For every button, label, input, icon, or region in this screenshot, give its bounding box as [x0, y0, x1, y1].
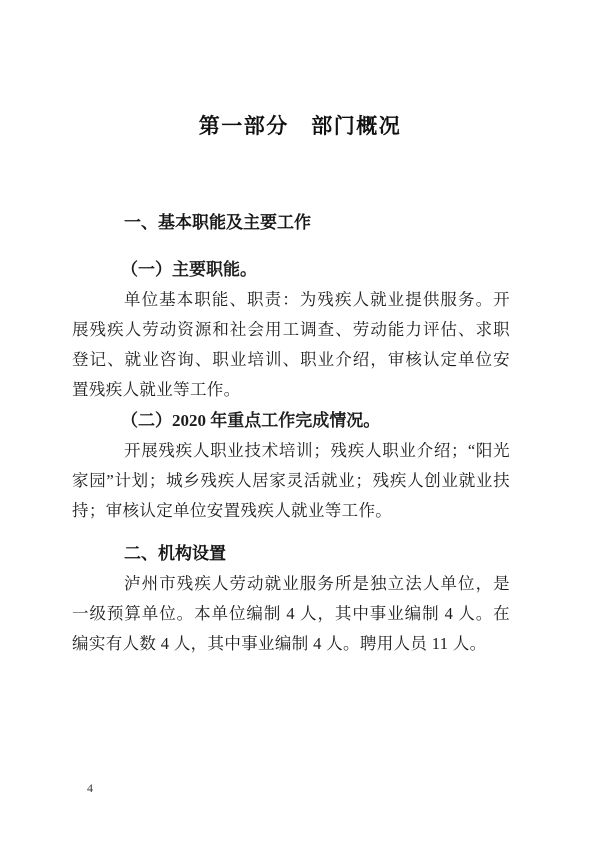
- paragraph-2020-key-work: 开展残疾人职业技术培训；残疾人职业介绍；“阳光家园”计划；城乡残疾人居家灵活就业；残疾人创业就业扶持；审核认定单位安置残疾人就业等工作。: [72, 441, 510, 520]
- subheading-main-functions: （一）主要职能。: [121, 260, 257, 279]
- document-body: [72, 208, 510, 659]
- paragraph-organization: 泸州市残疾人劳动就业服务所是独立法人单位，是一级预算单位。本单位编制 4 人，其中事业编制 4 人。在编实有人数 4 人，其中事业编制 4 人。聘用人员 11 人。: [72, 574, 510, 653]
- section-heading-organization: 二、机构设置: [124, 544, 226, 563]
- section-heading-basic-functions: 一、基本职能及主要工作: [124, 213, 311, 232]
- page-number: 4: [87, 781, 93, 795]
- document-title: 第一部分 部门概况: [198, 115, 402, 138]
- paragraph-main-functions: 单位基本职能、职责：为残疾人就业提供服务。开展残疾人劳动资源和社会用工调查、劳动能力评估、求职登记、就业咨询、职业培训、职业介绍，审核认定单位安置残疾人就业等工作。: [72, 290, 510, 399]
- subheading-2020-key-work: （二）2020 年重点工作完成情况。: [121, 411, 381, 430]
